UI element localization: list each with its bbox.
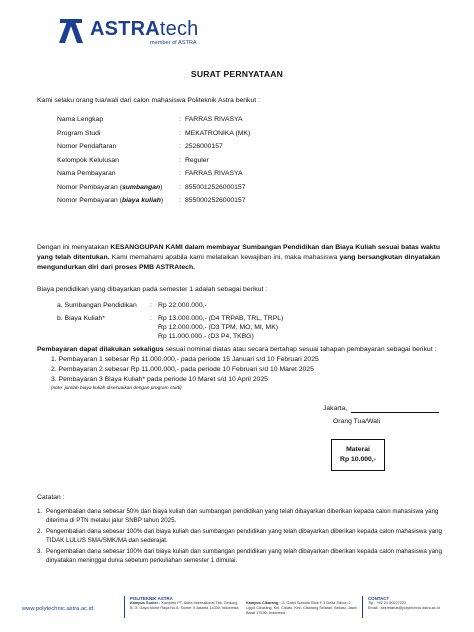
footer-campus-cikarang: Kampus Cikarang : Jl. Gatot Subroto Blok F-3 Delta Silicon 2 Lippo Cikarang, Kel. Cibatu, Kec. Cikarang Selatan, Bekasi, Jawa Barat 17530, Indonesia [246, 601, 357, 615]
document-title: SURAT PERNYATAAN [190, 69, 284, 79]
payment-heading: Pembayaran dapat dilakukan sekaligus sesuai nominal diatas atau secara bertahap sesuai tahapan pembayaran sebagai berikut : [37, 346, 437, 353]
signature-date-line [351, 412, 439, 413]
payment-section [37, 345, 440, 393]
signature-city: Jakarta, [323, 405, 348, 412]
catatan-title: Catatan : [37, 494, 65, 501]
footer-website-link[interactable]: www.polytechnic.astra.ac.id [22, 606, 94, 612]
footer-divider [362, 596, 363, 618]
footer-contact: CONTACT Tlp : +62 21 50227222 Email : sekretariat@polytechnic.astra.ac.id [368, 596, 472, 611]
catatan-item: 2. Pengembalian dana sebesar 100% dari biaya kuliah dan sumbangan pendidikan yang telah dibayarkan diberikan kepada calon mahasiswa yang TIDAK LULUS SMA/SMK/MA dan sederajat. [37, 527, 442, 544]
payment-item: 2. Pembayaran 2 sebesar Rp 11.000.000,- pada periode 10 Februari s/d 10 Maret 2025 [51, 366, 314, 373]
statement-paragraph: Dengan ini menyatakan KESANGGUPAN KAMI dalam membayar Sumbangan Pendidikan dan Biaya Kuliah sesuai batas waktu yang telah ditentukan. Kami memahami apabila kami melalaikan kewajiban ini, maka mahasiswa yang bersangkutan dinyatakan mengundurkan diri dari proses PMB ASTRAtech. [37, 244, 440, 271]
footer-email-link[interactable]: Email : sekretariat@polytechnic.astra.ac.id [368, 606, 440, 610]
page-footer [0, 596, 474, 632]
logo-tagline: member of ASTRA [150, 40, 197, 46]
astratech-logo [58, 18, 228, 52]
biaya-intro: Biaya pendidikan yang dibayarkan pada semester 1 adalah sebagai berikut : [37, 286, 268, 293]
catatan-item: 1. Pengembalian dana sebesar 50% dari biaya kuliah dan sumbangan pendidikan yang telah dibayarkan diberikan kepada calon mahasiswa yang diterima di PTN melalui jalur SNBP tahun 2025. [37, 508, 439, 525]
footer-campus-sunter: POLITEKNIK ASTRA Kampus Sunter : Komplek PT. Astra International Tbk. Gedung B. Jl. Gaya Motor Raya No.8, Sunter II Jakarta 14330, Indonesia [130, 596, 239, 610]
payment-note: (note: jumlah biaya kuliah disesuaikan dengan program studi) [51, 386, 182, 391]
footer-divider [124, 596, 125, 618]
signature-role: Orang Tua/Wali [333, 418, 380, 425]
logo-wordmark: ASTRAtech [90, 18, 199, 40]
payment-item: 1. Pembayaran 1 sebesar Rp 11.000.000,- pada periode 15 Januari s/d 10 Februari 2025 [51, 356, 319, 363]
materai-box: Materai Rp 10.000,- [331, 439, 385, 471]
payment-item: 3. Pembayaran 3 Biaya Kuliah* pada periode 10 Maret s/d 10 April 2025 [51, 376, 268, 383]
astratech-logo-icon [58, 18, 84, 44]
catatan-item: 3. Pengembalian dana sebesar 100% dari biaya kuliah dan sumbangan pendidikan yang telah dibayarkan diberikan kepada calon mahasiswa yang dinyatakan meninggal dunia sebelum perkuliahan semester 1 dimulai. [37, 547, 442, 564]
intro-text: Kami selaku orang tua/wali dari calon mahasiswa Politeknik Astra berikut : [37, 97, 260, 104]
catatan-list [37, 507, 442, 566]
